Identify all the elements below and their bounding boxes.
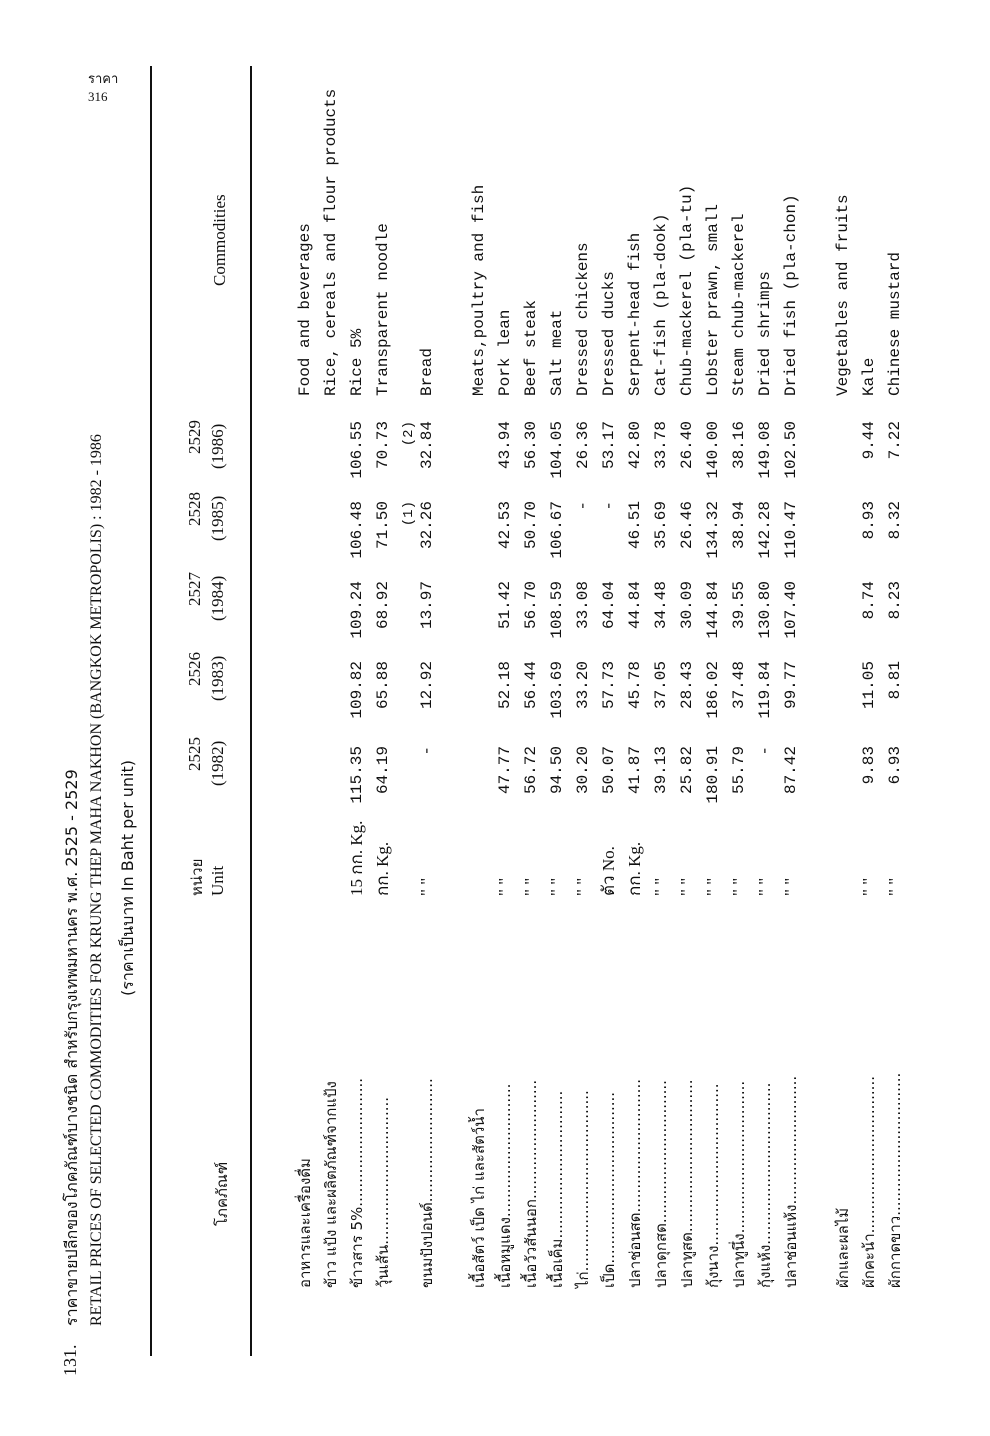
value-cell-1: 39.13 [652,746,670,795]
commodity-english: Rice 5% [348,328,366,396]
unit-cell: " " [781,877,800,896]
commodity-thai: ข้าวสาร 5%........................... [348,1077,366,1288]
value-cell-1: 94.50 [548,746,566,795]
unit-cell: " " [677,877,696,896]
unit-cell: " " [859,877,878,896]
table-row [729,0,749,1436]
unit-cell: 15 กก. Kg. [347,820,366,896]
value-cell-4: 106.48 [348,501,366,559]
value-cell-3: 44.84 [626,581,644,630]
value-cell-5: 106.55 [348,421,366,479]
value-cell-5: 9.44 [860,421,878,460]
commodity-english: Vegetables and fruits [834,194,852,396]
table-row [443,0,463,1436]
commodity-thai: ปลาช่อนแห้ง........................... [782,1075,800,1288]
commodity-thai: เป็ด.................................... [600,1091,618,1288]
value-cell-3: 68.92 [374,581,392,630]
value-cell-3: 109.24 [348,581,366,639]
value-cell-2: 37.48 [730,661,748,710]
commodity-thai: เนื้อหมูแดง............................ [496,1083,514,1288]
unit-cell: กก. Kg. [373,841,392,896]
commodity-english: Pork lean [496,309,514,396]
unit-cell: " " [417,877,436,896]
header-year-be-3: 2527 [185,572,204,606]
commodity-thai: เนื้อสัตว์ เป็ด ไก่ และสัตว์น้ำ [470,1108,488,1288]
commodity-thai: ปลาช่อนสด............................ [626,1079,644,1288]
value-cell-2: 56.44 [522,661,540,710]
table-row [347,0,367,1436]
title-english: RETAIL PRICES OF SELECTED COMMODITIES FOR KRUNG THEP MAHA NAKHON (BANGKOK METROPOLIS) : 1982 - 1986 [88,434,105,1326]
value-cell-2: 28.43 [678,661,696,710]
commodity-thai: อาหารและเครื่องดื่ม [296,1158,314,1288]
value-cell-3: 8.74 [860,581,878,620]
commodity-english: Lobster prawn, small [704,203,722,396]
table-row [521,0,541,1436]
value-cell-4: 26.46 [678,501,696,550]
value-cell-3: 51.42 [496,581,514,630]
value-cell-1: 180.91 [704,746,722,804]
table-row [651,0,671,1436]
unit-cell: " " [547,877,566,896]
value-cell-4: 8.93 [860,501,878,540]
unit-cell: " " [755,877,774,896]
top-rule [150,66,152,1356]
value-cell-1: 9.83 [860,746,878,785]
table-row [807,0,827,1436]
header-year-ce-4: (1985) [208,495,227,541]
table-row [755,0,775,1436]
value-cell-5: 149.08 [756,421,774,479]
value-cell-2: 33.20 [574,661,592,710]
commodity-thai: ปลาทูนึ่ง................................ [730,1080,748,1288]
table-number: 131. [60,1344,80,1376]
header-rule [250,66,252,1356]
commodity-english: Dressed ducks [600,271,618,396]
value-cell-5: 42.80 [626,421,644,470]
value-cell-1: 64.19 [374,746,392,795]
commodity-thai: กุ้งแห้ง.................................. [756,1082,774,1288]
table-row [599,0,619,1436]
value-cell-4: (1) [401,501,417,527]
unit-note: (ราคาเป็นบาท In Baht per unit) [118,760,137,996]
value-cell-1: 25.82 [678,746,696,795]
table-row [495,0,515,1436]
commodity-english: Chub-mackerel (pla-tu) [678,184,696,396]
commodity-english: Cat-fish (pla-dook) [652,213,670,396]
table-row [547,0,567,1436]
header-year-be-4: 2528 [185,492,204,526]
commodity-thai: ผักกาดขาว.............................. [886,1072,904,1288]
value-cell-4: 106.67 [548,501,566,559]
header-unit-en: Unit [208,865,227,896]
table-row [573,0,593,1436]
value-cell-4: 8.32 [886,501,904,540]
value-cell-5: 26.36 [574,421,592,470]
value-cell-2: 8.81 [886,661,904,700]
table-row [625,0,645,1436]
value-cell-4: 46.51 [626,501,644,550]
table-row [373,0,393,1436]
table-row [469,0,489,1436]
value-cell-2: 52.18 [496,661,514,710]
commodity-english: Steam chub-mackerel [730,213,748,396]
value-cell-3: 107.40 [782,581,800,639]
value-cell-5: 53.17 [600,421,618,470]
unit-cell: " " [573,877,592,896]
value-cell-1: 115.35 [348,746,366,804]
value-cell-5: 70.73 [374,421,392,470]
header-year-ce-5: (1986) [208,423,227,469]
value-cell-3: 144.84 [704,581,722,639]
value-cell-4: 35.69 [652,501,670,550]
header-commodity-thai: โภคภัณฑ์ [213,1161,231,1226]
unit-cell: " " [521,877,540,896]
value-cell-4: 50.70 [522,501,540,550]
commodity-thai: เนื้อวัวสันนอก......................... [522,1079,540,1288]
value-cell-3: 8.23 [886,581,904,620]
commodity-english: Chinese mustard [886,251,904,396]
commodity-thai: ข้าว แป้ง และผลิตภัณฑ์จากแป้ง [322,1081,340,1288]
commodity-thai: ขนมปังปอนด์.......................... [418,1078,436,1288]
value-cell-5: (2) [401,421,417,447]
commodity-thai: วุ้นเส้น............................... [374,1096,392,1288]
value-cell-4: 134.32 [704,501,722,559]
table-row [399,0,419,1436]
commodity-english: Dried shrimps [756,271,774,396]
value-cell-2: 103.69 [548,661,566,719]
value-cell-5: 43.94 [496,421,514,470]
commodity-english: Bread [418,347,436,396]
table-row [859,0,879,1436]
table-row [295,0,315,1436]
value-cell-3: 33.08 [574,581,592,630]
value-cell-2: 109.82 [348,661,366,719]
value-cell-1: 56.72 [522,746,540,795]
unit-cell: " " [885,877,904,896]
unit-cell: กก. Kg. [625,841,644,896]
value-cell-3: 13.97 [418,581,436,630]
commodity-english: Kale [860,357,878,396]
value-cell-5: 102.50 [782,421,800,479]
header-year-be-5: 2529 [185,420,204,454]
commodity-english: Salt meat [548,309,566,396]
value-cell-5: 32.84 [418,421,436,470]
commodity-thai: กุ้งนาง.................................. [704,1083,722,1288]
unit-cell: " " [495,877,514,896]
page-number: 316 [88,89,108,104]
header-year-be-1: 2525 [185,737,204,771]
value-cell-5: 7.22 [886,421,904,460]
value-cell-1: - [756,746,774,756]
value-cell-4: 32.26 [418,501,436,550]
value-cell-1: 47.77 [496,746,514,795]
value-cell-5: 56.30 [522,421,540,470]
value-cell-1: 30.20 [574,746,592,795]
commodity-english: Meats,poultry and fish [470,184,488,396]
value-cell-5: 104.05 [548,421,566,479]
header-year-be-2: 2526 [185,652,204,686]
value-cell-4: 38.94 [730,501,748,550]
value-cell-1: 87.42 [782,746,800,795]
header-year-ce-2: (1983) [208,655,227,701]
value-cell-5: 26.40 [678,421,696,470]
commodity-thai: ไก่...................................... [574,1090,592,1288]
value-cell-1: 50.07 [600,746,618,795]
value-cell-4: - [600,501,618,511]
table-row [885,0,905,1436]
header-unit-thai: หน่วย [188,858,206,896]
unit-cell: ตัว No. [599,846,618,896]
value-cell-2: 99.77 [782,661,800,710]
unit-cell: " " [729,877,748,896]
value-cell-2: 37.05 [652,661,670,710]
value-cell-1: - [418,746,436,756]
value-cell-2: 65.88 [374,661,392,710]
title-thai: ราคาขายปลีกของโภคภัณฑ์บางชนิด สำหรับกรุงเทพมหานคร พ.ศ. 2525 - 2529 [62,769,81,1326]
commodity-english: Dried fish (pla-chon) [782,194,800,396]
value-cell-5: 38.16 [730,421,748,470]
header-year-ce-1: (1982) [208,740,227,786]
value-cell-4: 42.53 [496,501,514,550]
commodity-english: Food and beverages [296,223,314,396]
commodity-english: Serpent-head fish [626,232,644,396]
value-cell-3: 56.70 [522,581,540,630]
commodity-english: Transparent noodle [374,223,392,396]
commodity-thai: ผักและผลไม้ [834,1207,852,1288]
value-cell-2: 186.02 [704,661,722,719]
table-row [703,0,723,1436]
page-label-thai: ราคา [88,71,119,86]
unit-cell: " " [651,877,670,896]
value-cell-4: - [574,501,592,511]
commodity-thai: ผักคะน้า................................. [860,1076,878,1288]
value-cell-1: 41.87 [626,746,644,795]
commodity-english: Beef steak [522,299,540,396]
value-cell-3: 108.59 [548,581,566,639]
value-cell-2: 11.05 [860,661,878,710]
value-cell-2: 45.78 [626,661,644,710]
table-row [781,0,801,1436]
commodity-thai: ปลาทูสด................................ [678,1079,696,1288]
table-row [677,0,697,1436]
value-cell-3: 130.80 [756,581,774,639]
value-cell-1: 55.79 [730,746,748,795]
value-cell-4: 142.28 [756,501,774,559]
value-cell-5: 140.00 [704,421,722,479]
unit-cell: " " [703,877,722,896]
table-row [833,0,853,1436]
value-cell-5: 33.78 [652,421,670,470]
value-cell-3: 64.04 [600,581,618,630]
value-cell-3: 34.48 [652,581,670,630]
value-cell-3: 39.55 [730,581,748,630]
table-row [417,0,437,1436]
commodity-thai: ปลาดุกสด.............................. [652,1080,670,1288]
value-cell-2: 57.73 [600,661,618,710]
commodity-english: Rice, cereals and flour products [322,88,340,396]
value-cell-2: 12.92 [418,661,436,710]
table-row [321,0,341,1436]
value-cell-1: 6.93 [886,746,904,785]
value-cell-4: 71.50 [374,501,392,550]
value-cell-4: 110.47 [782,501,800,559]
commodity-thai: เนื้อเค็ม............................... [548,1090,566,1288]
header-year-ce-3: (1984) [208,575,227,621]
commodity-english: Dressed chickens [574,242,592,396]
value-cell-2: 119.84 [756,661,774,719]
value-cell-3: 30.09 [678,581,696,630]
header-commodities-en: Commodities [210,194,229,286]
